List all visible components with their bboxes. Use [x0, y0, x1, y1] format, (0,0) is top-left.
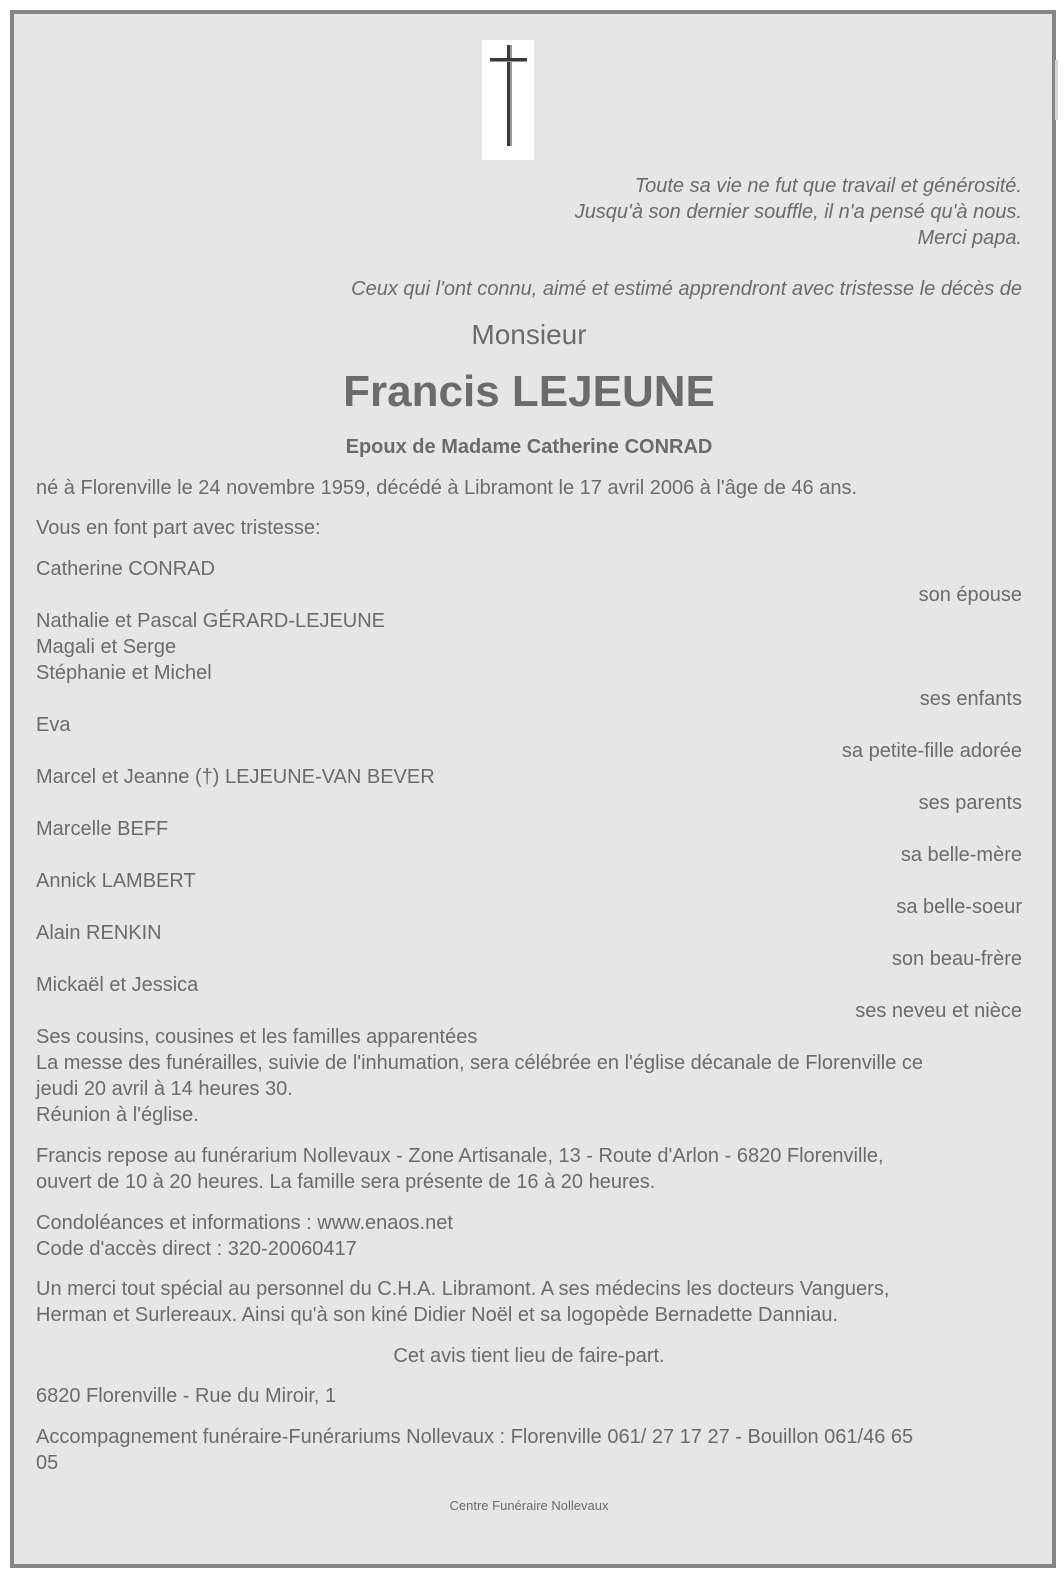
thanks-line-2: Herman et Surlereaux. Ainsi qu'à son kiné Didier Noël et sa logopède Bernadette Danniau. [36, 1304, 839, 1326]
mass-line-2: jeudi 20 avril à 14 heures 30. [36, 1078, 293, 1100]
honorific: Monsieur [471, 319, 587, 350]
notice-line: Cet avis tient lieu de faire-part. [393, 1345, 665, 1367]
family-name: Mickaël et Jessica [36, 974, 199, 996]
family-relation: sa petite-fille adorée [841, 740, 1022, 762]
family-relation: ses parents [918, 792, 1022, 814]
family-name: Alain RENKIN [36, 922, 162, 944]
birth-death-line: né à Florenville le 24 novembre 1959, décédé à Libramont le 17 avril 2006 à l'âge de 46 ans. [36, 477, 858, 499]
cousins-line: Ses cousins, cousines et les familles apparentées [36, 1026, 478, 1048]
family-relation: sa belle-soeur [896, 896, 1022, 918]
quote-line-3: Merci papa. [917, 227, 1022, 249]
quote-line-1: Toute sa vie ne fut que travail et générosité. [634, 175, 1022, 197]
deceased-name: Francis LEJEUNE [343, 367, 715, 416]
footer-credit: Centre Funéraire Nollevaux [449, 1498, 609, 1513]
intro-text: Ceux qui l'ont connu, aimé et estimé apprendront avec tristesse le décès de [351, 278, 1022, 300]
family-name: Catherine CONRAD [36, 558, 215, 580]
rest-line-2: ouvert de 10 à 20 heures. La famille sera présente de 16 à 20 heures. [36, 1171, 656, 1193]
obituary-card [10, 10, 1056, 1568]
thanks-line-1: Un merci tout spécial au personnel du C.H.A. Libramont. A ses médecins les docteurs Vanguers, [36, 1278, 890, 1300]
family-name: Marcel et Jeanne (†) LEJEUNE-VAN BEVER [36, 766, 435, 788]
family-name: Eva [36, 714, 71, 736]
family-name: Magali et Serge [36, 636, 177, 658]
condolence-line-2: Code d'accès direct : 320-20060417 [36, 1238, 357, 1260]
family-name: Nathalie et Pascal GÉRARD-LEJEUNE [36, 610, 386, 632]
family-relation: sa belle-mère [900, 844, 1022, 866]
family-relation: son beau-frère [891, 948, 1022, 970]
family-name: Stéphanie et Michel [36, 662, 212, 684]
spouse-line: Epoux de Madame Catherine CONRAD [345, 436, 713, 458]
scrollbar-edge [1055, 60, 1058, 120]
family-name: Annick LAMBERT [36, 870, 196, 892]
rest-line-1: Francis repose au funérarium Nollevaux - Zone Artisanale, 13 - Route d'Arlon - 6820 Florenville, [36, 1145, 884, 1167]
funeral-line-1: Accompagnement funéraire-Funérariums Nollevaux : Florenville 061/ 27 17 27 - Bouillon 061/46 65 [36, 1426, 914, 1448]
announce-line: Vous en font part avec tristesse: [36, 517, 321, 539]
family-relation: ses enfants [919, 688, 1022, 710]
funeral-line-2: 05 [36, 1452, 59, 1474]
family-relation: son épouse [918, 584, 1022, 606]
mass-line-1: La messe des funérailles, suivie de l'inhumation, sera célébrée en l'église décanale de Florenville ce [36, 1052, 924, 1074]
mass-line-3: Réunion à l'église. [36, 1104, 199, 1126]
address-line: 6820 Florenville - Rue du Miroir, 1 [36, 1385, 337, 1407]
obituary-content [36, 14, 1022, 1564]
family-name: Marcelle BEFF [36, 818, 169, 840]
family-relation: ses neveu et nièce [855, 1000, 1022, 1022]
quote-line-2: Jusqu'à son dernier souffle, il n'a pensé qu'à nous. [574, 201, 1022, 223]
condolence-line-1: Condoléances et informations : www.enaos.net [36, 1212, 453, 1234]
